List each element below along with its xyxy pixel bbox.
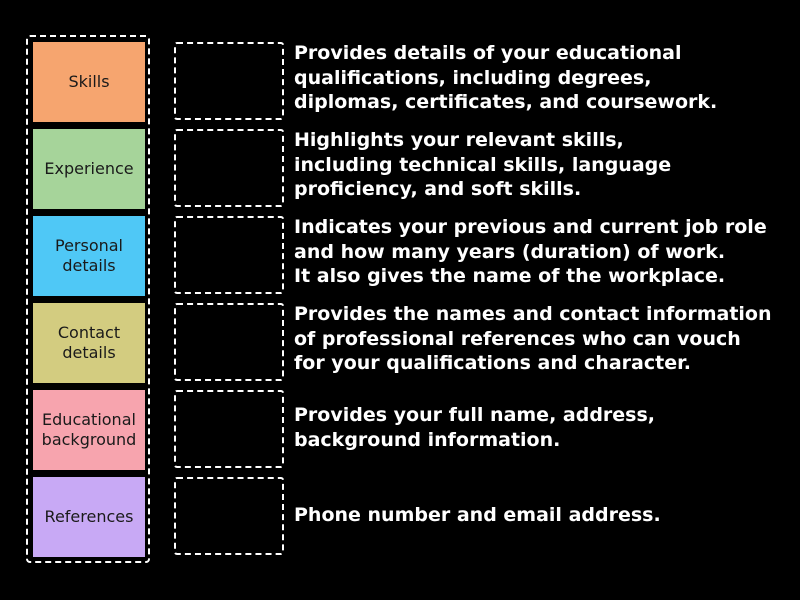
- drop-slot-5[interactable]: [174, 390, 284, 468]
- tile-label: Experience: [44, 159, 134, 178]
- tile-contact-details[interactable]: [33, 303, 145, 383]
- description-6: Phone number and email address.: [294, 504, 661, 526]
- tile-experience[interactable]: [33, 129, 145, 209]
- drop-slot-4[interactable]: [174, 303, 284, 381]
- tile-educational-background[interactable]: [33, 390, 145, 470]
- tile-references[interactable]: [33, 477, 145, 557]
- drop-slot-1[interactable]: [174, 42, 284, 120]
- tile-label: Educational background: [41, 410, 137, 449]
- description-1: Provides details of your educational qualifications, including degrees, diplomas, certificates, and coursework.: [294, 42, 718, 113]
- description-5: Provides your full name, address, background information.: [294, 404, 656, 451]
- drop-slot-2[interactable]: [174, 129, 284, 207]
- description-2: Highlights your relevant skills, including technical skills, language proficiency, and soft skills.: [294, 129, 672, 200]
- tile-label: Contact details: [57, 323, 121, 362]
- tile-skills[interactable]: [33, 42, 145, 122]
- tile-label: References: [44, 507, 134, 526]
- tile-label: Personal details: [54, 236, 123, 275]
- tile-personal-details[interactable]: [33, 216, 145, 296]
- description-4: Provides the names and contact information of professional references who can vouch for your qualifications and character.: [294, 303, 772, 374]
- tile-label: Skills: [68, 72, 110, 91]
- drop-slot-6[interactable]: [174, 477, 284, 555]
- description-3: Indicates your previous and current job role and how many years (duration) of work. It also gives the name of the workplace.: [294, 216, 767, 287]
- drop-slot-3[interactable]: [174, 216, 284, 294]
